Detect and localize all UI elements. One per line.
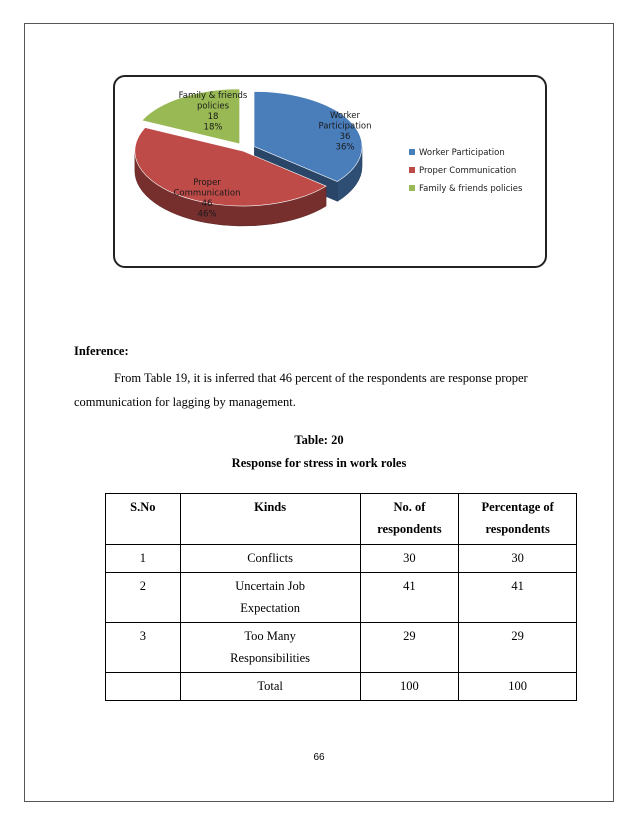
table-row [106,545,577,573]
cell-percentage: 29 [459,623,577,673]
header-respondents: No. of respondents [360,494,459,545]
cell-kind: Too Many Responsibilities [180,623,360,673]
header-kinds: Kinds [180,494,360,545]
cell-kind: Total [180,673,360,701]
legend-label-family-and-friends-policies: Family & friends policies [419,184,523,194]
cell-sno: 3 [106,623,181,673]
cell-kind: Conflicts [180,545,360,573]
cell-percentage: 30 [459,545,577,573]
cell-respondents: 29 [360,623,459,673]
header-percentage: Percentage of respondents [459,494,577,545]
cell-respondents: 41 [360,573,459,623]
legend-label-proper-communication: Proper Communication [419,166,517,176]
cell-percentage: 41 [459,573,577,623]
slice-label-worker-participation: Worker Participation 36 36% [318,111,372,153]
slice-label-family-and-friends-policies: Family & friends policies 18 18% [178,91,248,133]
cell-kind: Uncertain Job Expectation [180,573,360,623]
table-title: Response for stress in work roles [231,456,407,470]
legend-label-worker-participation: Worker Participation [419,148,505,158]
inference-heading: Inference: [74,344,129,358]
pie-chart [113,75,547,268]
cell-respondents: 100 [360,673,459,701]
slice-label-proper-communication: Proper Communication 46 46% [173,178,241,220]
cell-respondents: 30 [360,545,459,573]
table-number: Table: 20 [294,433,344,447]
table-total-row [106,673,577,701]
header-sno: S.No [106,494,181,545]
cell-sno: 1 [106,545,181,573]
stress-table [105,493,577,701]
table-header-row [106,494,577,545]
table-row [106,623,577,673]
cell-sno [106,673,181,701]
legend-swatch-family-and-friends-policies [409,185,415,191]
table-row [106,573,577,623]
inference-text: From Table 19, it is inferred that 46 percent of the respondents are response proper communication for lagging by management. [74,371,528,409]
legend-swatch-worker-participation [409,149,415,155]
legend-swatch-proper-communication [409,167,415,173]
cell-percentage: 100 [459,673,577,701]
page-number: 66 [313,752,325,763]
cell-sno: 2 [106,573,181,623]
